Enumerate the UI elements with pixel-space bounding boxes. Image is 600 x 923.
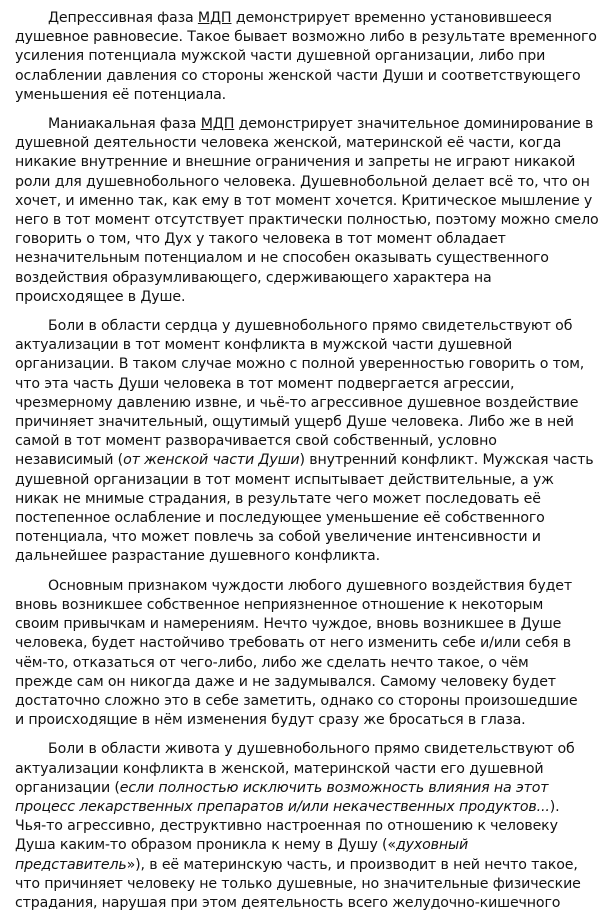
text-run: ). [549, 798, 560, 815]
text-run: актуализации в тот момент конфликта в мужской части душевной [15, 337, 513, 354]
text-run: ) внутренний конфликт. Мужская часть [299, 452, 594, 469]
text-run: что эта часть Души человека в тот момент подвергается агрессии, [15, 375, 515, 392]
text-line [15, 192, 600, 211]
text-run: прежде сам он никогда даже и не задумывался. Самому человеку будет [15, 673, 556, 690]
text-line [15, 615, 600, 634]
text-run: чрезмерному давлению извне, и чьё-то агрессивное душевное воздействие [15, 394, 579, 411]
text-run: достаточно сложно это в себе заметить, однако со стороны произошедшие [15, 692, 578, 709]
text-line [15, 336, 600, 355]
text-run: роли для душевнобольного человека. Душевнобольной делает всё то, что он [15, 173, 590, 190]
text-run: страдания, нарушая при этом деятельность всего желудочно-кишечного [15, 894, 561, 911]
text-run: Депрессивная фаза [48, 10, 198, 26]
text-line [15, 798, 600, 817]
mdp-link[interactable]: МДП [200, 116, 235, 133]
text-line [15, 9, 600, 28]
paragraph [15, 317, 600, 567]
text-run: что причиняет человеку не только душевные, но значительные физические [15, 875, 581, 892]
text-run: хочет, и именно так, как ему в тот момент хочется. Критическое мышление у [15, 192, 593, 209]
text-line [15, 490, 600, 509]
text-line [15, 451, 600, 470]
text-run: Душа каким-то образом проникла к нему в Душу (« [15, 837, 396, 854]
text-line [15, 692, 600, 711]
text-run: дальнейшее разрастание душевного конфликта. [15, 548, 380, 565]
text-line [15, 28, 600, 47]
text-run: организации. В таком случае можно с полной уверенностью говорить о том, [15, 356, 585, 373]
text-run: причиняет значительный, ощутимый ущерб Душе человека. Либо же в ней [15, 414, 574, 431]
text-run: Боли в области живота у душевнобольного прямо свидетельствуют об [48, 741, 575, 758]
text-line [15, 711, 600, 730]
mdp-link[interactable]: МДП [197, 10, 232, 26]
paragraph [15, 740, 600, 913]
text-line [15, 173, 600, 192]
text-line [15, 413, 600, 432]
text-run: Основным признаком чуждости любого душевного воздействия будет [48, 577, 572, 594]
text-run: душевной организации в тот момент испытывает действительные, а уж [15, 471, 554, 488]
text-run: говорить о том, что Дух у такого человека в тот момент обладает [15, 231, 506, 248]
text-line [15, 47, 600, 66]
text-line [15, 86, 600, 105]
text-run: вновь возникшее собственное неприязненное отношение к некоторым [15, 596, 544, 613]
text-run: чём-то, отказаться от чего-либо, либо же сделать нечто такое, о чём [15, 654, 529, 671]
text-run: самой в тот момент разворачивается свой собственный, условно [15, 433, 497, 450]
text-run: душевной деятельности человека женской, материнской её части, когда [15, 135, 562, 152]
text-line [15, 634, 600, 653]
text-line [15, 547, 600, 566]
paragraph [15, 9, 600, 105]
document-body [15, 9, 600, 923]
text-line [15, 134, 600, 153]
text-line [15, 288, 600, 307]
text-line [15, 817, 600, 836]
text-line [15, 654, 600, 673]
text-run: потенциала, что может повлечь за собой увеличение интенсивности и [15, 529, 541, 546]
text-run: никакие внутренние и внешние ограничения и запреты не играют никакой [15, 154, 576, 171]
text-line [15, 432, 600, 451]
text-run: »), в её материнскую часть, и производит в ней нечто такое, [126, 856, 578, 873]
text-run: Маниакальная фаза [48, 116, 201, 133]
text-line [15, 269, 600, 288]
text-run: независимый ( [15, 452, 124, 469]
text-line [15, 230, 600, 249]
text-line [15, 779, 600, 798]
text-run: усиления потенциала мужской части душевной организации, либо при [15, 48, 546, 65]
text-line [15, 577, 600, 596]
text-run: воздействия образумливающего, сдерживающего характера на [15, 269, 492, 286]
text-line [15, 509, 600, 528]
text-run: душевное равновесие. Такое бывает возможно либо в результате временного [15, 29, 597, 46]
text-line [15, 856, 600, 875]
text-run: постепенное ослабление и последующее уменьшение её собственного [15, 510, 545, 527]
text-line [15, 760, 600, 779]
italic-text: процесс лекарственных препаратов и/или некачественных продуктов... [15, 798, 550, 815]
text-line [15, 249, 600, 268]
text-run: демонстрирует временно установившееся [231, 10, 552, 26]
text-line [15, 394, 600, 413]
text-line [15, 836, 600, 855]
text-run: уменьшения её потенциала. [15, 86, 227, 103]
text-run: организации ( [15, 779, 120, 796]
text-run: ослаблении давления со стороны женской части Души и соответствующего [15, 67, 581, 84]
text-run: никак не мнимые страдания, в результате чего может последовать её [15, 490, 541, 507]
italic-text: представитель [15, 856, 127, 873]
text-line [15, 317, 600, 336]
text-run: Чья-то агрессивно, деструктивно настроенная по отношению к человеку [15, 818, 558, 835]
text-line [15, 355, 600, 374]
text-line [15, 875, 600, 894]
text-line [15, 471, 600, 490]
text-line [15, 67, 600, 86]
text-line [15, 375, 600, 394]
paragraph [15, 577, 600, 731]
paragraph [15, 115, 600, 307]
text-line [15, 596, 600, 615]
text-line [15, 153, 600, 172]
text-run: него в тот момент отсутствует практически полностью, поэтому можно смело [15, 212, 599, 229]
text-run: и происходящие в нём изменения будут сразу же бросаться в глаза. [15, 712, 526, 729]
text-run: незначительным потенциалом и не способен оказывать существенного [15, 250, 549, 267]
text-run: происходящее в Душе. [15, 288, 186, 305]
text-run: своим привычкам и намерениям. Нечто чуждое, вновь возникшее в Душе [15, 616, 562, 633]
text-run: актуализации конфликта в женской, материнской части его душевной [15, 760, 544, 777]
text-run: Боли в области сердца у душевнобольного прямо свидетельствуют об [48, 318, 573, 335]
italic-text: духовный [395, 837, 469, 854]
text-line [15, 115, 600, 134]
text-line [15, 211, 600, 230]
text-line [15, 740, 600, 759]
italic-text: от женской части Души [123, 452, 300, 469]
text-run: человека, будет настойчиво требовать от него изменить себе и/или себя в [15, 635, 571, 652]
text-line [15, 673, 600, 692]
italic-text: если полностью исключить возможность влияния на этот [119, 779, 549, 796]
text-line [15, 894, 600, 913]
text-line [15, 528, 600, 547]
text-run: демонстрирует значительное доминирование в [234, 116, 594, 133]
